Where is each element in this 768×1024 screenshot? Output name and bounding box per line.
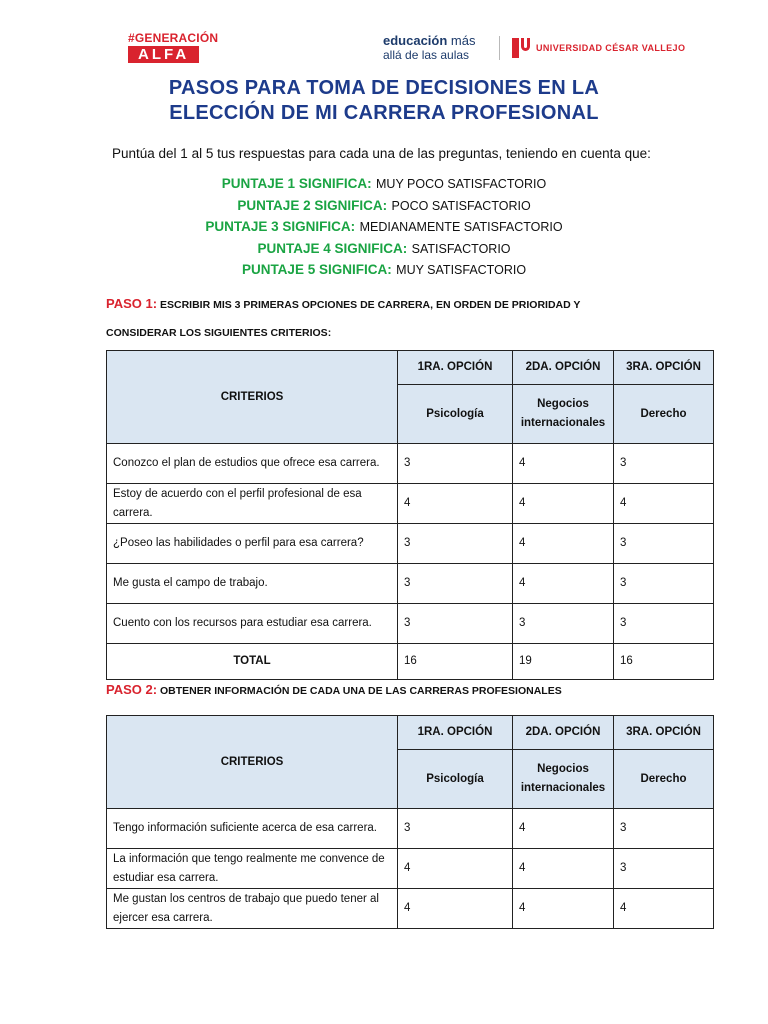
criterio-cell: Me gusta el campo de trabajo.	[107, 564, 398, 604]
score-cell: 3	[398, 524, 513, 564]
score-cell: 4	[513, 849, 614, 889]
score-cell: 4	[513, 809, 614, 849]
career-name: Derecho	[614, 385, 714, 444]
score-cell: 4	[513, 889, 614, 929]
table-row	[107, 524, 714, 564]
score-label: PUNTAJE 4 SIGNIFICA:	[257, 240, 408, 256]
score-cell: 4	[513, 564, 614, 604]
score-cell: 4	[614, 889, 714, 929]
total-label: TOTAL	[107, 644, 398, 680]
ucv-emblem-icon	[512, 38, 530, 58]
total-cell: 16	[614, 644, 714, 680]
educacion-mas-alla-logo	[383, 34, 475, 62]
table-row	[107, 444, 714, 484]
option-header: 3RA. OPCIÓN	[614, 716, 714, 750]
table-row	[107, 604, 714, 644]
score-cell: 3	[614, 849, 714, 889]
table-row	[107, 809, 714, 849]
criteria-table-1	[106, 350, 714, 680]
total-cell: 19	[513, 644, 614, 680]
intro-text: Puntúa del 1 al 5 tus respuestas para cada una de las preguntas, teniendo en cuenta que:	[112, 146, 651, 161]
criterio-cell: Cuento con los recursos para estudiar esa carrera.	[107, 604, 398, 644]
page-header	[0, 0, 768, 70]
table-row	[107, 849, 714, 889]
score-item	[84, 216, 684, 238]
criterio-cell: Estoy de acuerdo con el perfil profesional de esa carrera.	[107, 484, 398, 524]
career-name: Negocios internacionales	[513, 385, 614, 444]
score-cell: 4	[513, 524, 614, 564]
ucv-logo-text: UNIVERSIDAD CÉSAR VALLEJO	[536, 43, 686, 53]
page-title	[60, 76, 708, 126]
score-cell: 4	[513, 484, 614, 524]
option-header: 3RA. OPCIÓN	[614, 351, 714, 385]
criterios-header: CRITERIOS	[107, 351, 398, 444]
career-name: Psicología	[398, 750, 513, 809]
score-cell: 3	[614, 444, 714, 484]
table-row	[107, 564, 714, 604]
paso-1-text-line1: ESCRIBIR MIS 3 PRIMERAS OPCIONES DE CARRERA, EN ORDEN DE PRIORIDAD Y	[159, 299, 581, 311]
score-cell: 3	[614, 524, 714, 564]
score-cell: 3	[398, 809, 513, 849]
score-cell: 4	[398, 849, 513, 889]
paso-1-label: PASO 1:	[106, 296, 158, 311]
score-cell: 3	[614, 564, 714, 604]
paso-2-text-line1: OBTENER INFORMACIÓN DE CADA UNA DE LAS CARRERAS PROFESIONALES	[159, 685, 562, 697]
score-desc: SATISFACTORIO	[411, 241, 511, 256]
edu-logo-light: más	[450, 33, 476, 48]
career-name: Psicología	[398, 385, 513, 444]
score-cell: 3	[513, 604, 614, 644]
criteria-table-2	[106, 715, 714, 929]
criterio-cell: ¿Poseo las habilidades o perfil para esa carrera?	[107, 524, 398, 564]
criterios-header: CRITERIOS	[107, 716, 398, 809]
table-header-row	[107, 716, 714, 750]
option-header: 1RA. OPCIÓN	[398, 351, 513, 385]
score-label: PUNTAJE 1 SIGNIFICA:	[221, 176, 372, 191]
score-item	[84, 173, 684, 195]
paso-1-text-line2: CONSIDERAR LOS SIGUIENTES CRITERIOS:	[106, 327, 332, 339]
score-label: PUNTAJE 5 SIGNIFICA:	[241, 262, 392, 277]
score-desc: POCO SATISFACTORIO	[391, 198, 531, 213]
table-row	[107, 889, 714, 929]
generacion-alfa-logo	[128, 32, 218, 64]
criterio-cell: Me gustan los centros de trabajo que puedo tener al ejercer esa carrera.	[107, 889, 398, 929]
option-header: 2DA. OPCIÓN	[513, 351, 614, 385]
paso-1-heading	[106, 290, 580, 347]
criterio-cell: Tengo información suficiente acerca de esa carrera.	[107, 809, 398, 849]
score-cell: 3	[398, 604, 513, 644]
score-cell: 4	[513, 444, 614, 484]
career-name: Derecho	[614, 750, 714, 809]
score-cell: 4	[398, 889, 513, 929]
score-cell: 4	[398, 484, 513, 524]
header-divider	[499, 36, 500, 60]
score-cell: 3	[614, 809, 714, 849]
score-item	[84, 259, 684, 281]
ucv-logo	[512, 38, 685, 58]
edu-logo-line2: allá de las aulas	[383, 48, 470, 62]
score-cell: 4	[614, 484, 714, 524]
score-cell: 3	[398, 564, 513, 604]
table-header-row	[107, 351, 714, 385]
paso-2-heading	[106, 676, 562, 705]
generacion-logo-text: #GENERACIÓN	[128, 31, 219, 45]
score-cell: 3	[614, 604, 714, 644]
option-header: 1RA. OPCIÓN	[398, 716, 513, 750]
title-line-1: PASOS PARA TOMA DE DECISIONES EN LA	[168, 77, 600, 99]
title-line-2: ELECCIÓN DE MI CARRERA PROFESIONAL	[169, 102, 599, 124]
edu-logo-bold: educación	[383, 33, 448, 48]
score-desc: MUY POCO SATISFACTORIO	[376, 177, 547, 191]
score-desc: MEDIANAMENTE SATISFACTORIO	[359, 220, 563, 234]
table-row	[107, 484, 714, 524]
score-desc: MUY SATISFACTORIO	[396, 263, 527, 277]
score-label: PUNTAJE 2 SIGNIFICA:	[237, 197, 388, 213]
score-label: PUNTAJE 3 SIGNIFICA:	[205, 219, 356, 234]
option-header: 2DA. OPCIÓN	[513, 716, 614, 750]
total-cell: 16	[398, 644, 513, 680]
score-item	[84, 195, 684, 217]
score-legend	[84, 173, 684, 281]
paso-2-label: PASO 2:	[106, 682, 158, 697]
total-row	[107, 644, 714, 680]
criterio-cell: La información que tengo realmente me convence de estudiar esa carrera.	[107, 849, 398, 889]
alfa-logo-text: ALFA	[128, 46, 199, 63]
score-item	[84, 238, 684, 260]
career-name: Negocios internacionales	[513, 750, 614, 809]
score-cell: 3	[398, 444, 513, 484]
criterio-cell: Conozco el plan de estudios que ofrece esa carrera.	[107, 444, 398, 484]
